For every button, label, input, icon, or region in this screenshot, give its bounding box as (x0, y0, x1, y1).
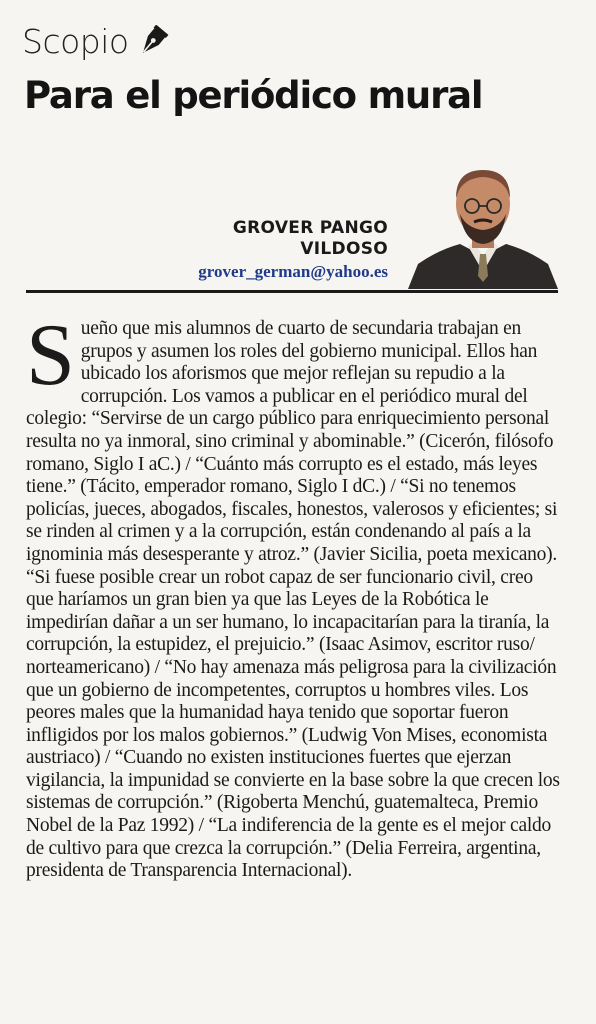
article-body-text: ueño que mis alumnos de cuarto de secundaria trabajan en grupos y asumen los roles del gobierno municipal. Ellos han ubicado los aforismos que mejor reflejan su repudio a la corrupción. Los vamos a publicar en el periódico mural del colegio: “Servirse de un cargo público para enriquecimiento personal resulta no ya inmoral, sino criminal y abominable.” (Cicerón, filósofo romano, Siglo I aC.) / “Cuánto más corrupto es el estado, más leyes tiene.” (Tácito, emperador romano, Siglo I dC.) / “Si no tenemos policías, jueces, abogados, fiscales, honestos, valerosos y eficientes; si se rinden al crimen y a la corrupción, están condenando al país a la ignominia más desesperante y atroz.” (Javier Sicilia, poeta mexicano). “Si fuese posible crear un robot capaz de ser funcionario civil, creo que haríamos un gran bien ya que las Leyes de la Robótica le impedirían dañar a un ser humano, lo incapacitarían para la tiranía, la corrupción, la estupidez, el prejuicio.” (Isaac Asimov, escritor ruso/ norteamericano) / “No hay amenaza más peligrosa para la civilización que un gobierno de incompetentes, corruptos u hombres viles. Los peores males que la humanidad haya tenido que soportar fueron infligidos por los malos gobiernos.” (Ludwig Von Mises, economista austriaco) / “Cuando no existen instituciones fuertes que ejerzan vigilancia, la impunidad se convierte en la base sobre la que crecen los sistemas de corrupción.” (Rigoberta Menchú, guatemalteca, Premio Nobel de la Paz 1992) / “La indiferencia de la gente es el mejor caldo de cultivo para que crezca la corrupción.” (Delia Ferreira, argentina, presidenta de Transparencia Internacional). (26, 318, 560, 882)
drop-cap: S (26, 307, 75, 404)
section-header (22, 22, 169, 61)
section-name: Scopio (22, 22, 129, 61)
pen-nib-icon (135, 25, 169, 59)
article-title: Para el periódico mural (24, 74, 483, 117)
article-body (26, 307, 560, 883)
author-byline (233, 218, 388, 260)
author-email: grover_german@yahoo.es (198, 262, 388, 281)
header-divider (26, 290, 558, 293)
author-photo (408, 164, 558, 289)
author-name-line1: GROVER PANGO (232, 218, 388, 238)
author-name-line2: VILDOSO (300, 239, 388, 259)
